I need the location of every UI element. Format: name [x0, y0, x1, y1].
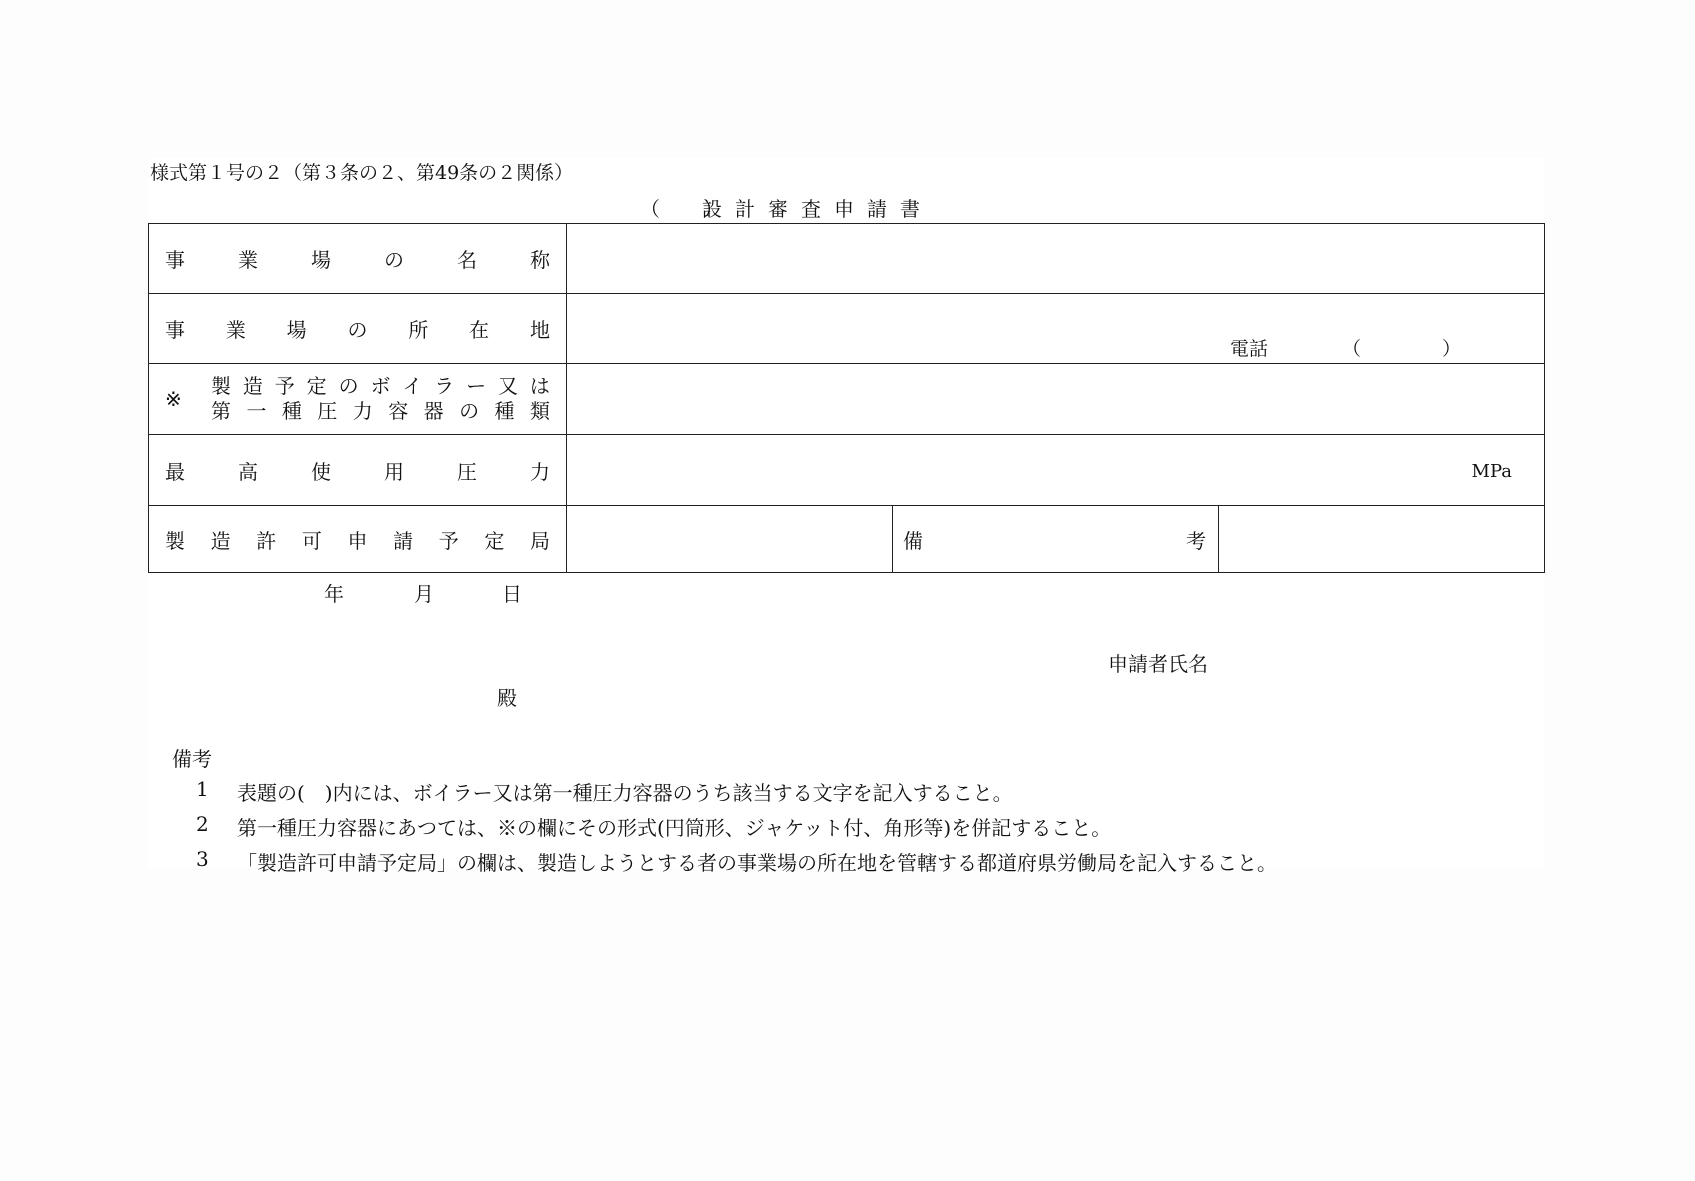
- label-char: 地: [529, 318, 550, 342]
- label-char: 局: [530, 528, 550, 553]
- label-text: [149, 456, 566, 485]
- label-char: 在: [469, 318, 490, 342]
- label-char: 使: [311, 459, 331, 484]
- label-char: 事: [165, 248, 185, 272]
- label-char: 許: [256, 528, 277, 553]
- label-char: 名: [457, 248, 477, 272]
- label-char: 器: [423, 399, 444, 423]
- label-char: 一: [246, 399, 267, 423]
- label-char: 用: [384, 459, 404, 484]
- label-char: ボ: [370, 374, 391, 398]
- note-text: 表題の( )内には、ボイラー又は第一種圧力容器のうち該当する文字を記入すること。: [237, 781, 1013, 805]
- label-char: 備: [903, 528, 923, 553]
- label-char: の: [384, 248, 404, 272]
- row-max-pressure: [149, 435, 1545, 506]
- label-char: 業: [238, 248, 258, 272]
- field-max-pressure[interactable]: [567, 435, 1545, 506]
- label-char: 力: [530, 459, 550, 484]
- label-remarks: [893, 506, 1219, 573]
- label-char: 力: [352, 399, 373, 423]
- phone-field: [1230, 334, 1461, 361]
- label-char: の: [459, 399, 480, 423]
- addressee-suffix: 殿: [497, 686, 517, 710]
- label-char: 製: [211, 374, 231, 398]
- label-char: 圧: [457, 459, 477, 484]
- asterisk-mark: ※: [165, 387, 182, 411]
- label-vessel-type: [149, 364, 567, 435]
- label-char: 場: [286, 318, 307, 342]
- field-vessel-type[interactable]: [567, 364, 1545, 435]
- application-table: [148, 223, 1545, 573]
- date-year: 年: [324, 582, 344, 606]
- label-char: 申: [347, 528, 368, 553]
- row-business-address: [149, 294, 1545, 364]
- notes-list: [196, 777, 1277, 882]
- label-char: は: [529, 374, 550, 398]
- document-title: [640, 193, 933, 222]
- date-day: 日: [502, 582, 522, 606]
- note-number: 1: [196, 777, 209, 801]
- title-text: 設計審査申請書: [702, 197, 933, 221]
- label-line-1: [211, 374, 550, 399]
- label-char: 種: [494, 399, 515, 423]
- label-char: 定: [306, 374, 327, 398]
- label-char: の: [347, 318, 368, 342]
- note-item: [196, 777, 1277, 812]
- label-business-address: [149, 294, 567, 364]
- label-char: 場: [311, 248, 331, 272]
- label-char: の: [338, 374, 359, 398]
- label-char: 請: [393, 528, 414, 553]
- label-char: 造: [242, 374, 263, 398]
- date-month: 月: [414, 582, 434, 606]
- note-text: 「製造許可申請予定局」の欄は、製造しようとする者の事業場の所在地を管轄する都道府県労働局を記入すること。: [237, 851, 1277, 875]
- label-text: [149, 244, 566, 273]
- label-line-2: [211, 399, 550, 424]
- label-char: 製: [165, 528, 185, 553]
- row-business-name: [149, 224, 1545, 294]
- date-line: [324, 578, 522, 607]
- label-char: ラ: [434, 374, 455, 398]
- label-text: [149, 525, 566, 554]
- phone-label: 電話: [1230, 338, 1269, 360]
- title-paren: （ ）: [640, 197, 724, 221]
- field-remarks[interactable]: [1219, 506, 1545, 573]
- phone-paren-open: （: [1342, 338, 1362, 360]
- label-char: 所: [408, 318, 429, 342]
- note-item: [196, 812, 1277, 847]
- label-char: 予: [274, 374, 295, 398]
- applicant-name-label: 申請者氏名: [1108, 652, 1208, 676]
- label-char: イ: [402, 374, 423, 398]
- label-char: 予: [438, 528, 459, 553]
- label-char: 圧: [317, 399, 338, 423]
- label-permit-bureau: [149, 506, 567, 573]
- field-business-address[interactable]: [567, 294, 1545, 364]
- phone-paren-close: ）: [1442, 338, 1462, 360]
- field-business-name[interactable]: [567, 224, 1545, 294]
- field-permit-bureau[interactable]: [567, 506, 893, 573]
- row-vessel-type: [149, 364, 1545, 435]
- label-char: 事: [165, 318, 185, 342]
- label-char: 種: [281, 399, 302, 423]
- label-char: 称: [530, 248, 550, 272]
- label-char: 造: [210, 528, 231, 553]
- label-business-name: [149, 224, 567, 294]
- label-text: [149, 314, 566, 343]
- label-char: ー: [466, 374, 487, 398]
- note-number: 3: [196, 847, 209, 871]
- label-text: [893, 525, 1218, 554]
- label-char: 定: [484, 528, 505, 553]
- label-char: 最: [165, 459, 185, 484]
- label-char: 類: [529, 399, 550, 423]
- note-text: 第一種圧力容器にあつては、※の欄にその形式(円筒形、ジャケット付、角形等)を併記すること。: [237, 816, 1112, 840]
- label-char: 第: [211, 399, 231, 423]
- form-code: 様式第１号の２（第３条の２、第49条の２関係）: [150, 162, 574, 184]
- label-char: 容: [388, 399, 409, 423]
- note-number: 2: [196, 812, 209, 836]
- notes-heading: 備考: [172, 747, 212, 771]
- label-max-pressure: [149, 435, 567, 506]
- row-permit-bureau: [149, 506, 1545, 573]
- label-char: 考: [1186, 528, 1206, 553]
- label-char: 可: [301, 528, 322, 553]
- pressure-unit: MPa: [1471, 461, 1512, 482]
- label-char: 高: [238, 459, 258, 484]
- label-char: 又: [498, 374, 519, 398]
- label-char: 業: [225, 318, 246, 342]
- note-item: [196, 847, 1277, 882]
